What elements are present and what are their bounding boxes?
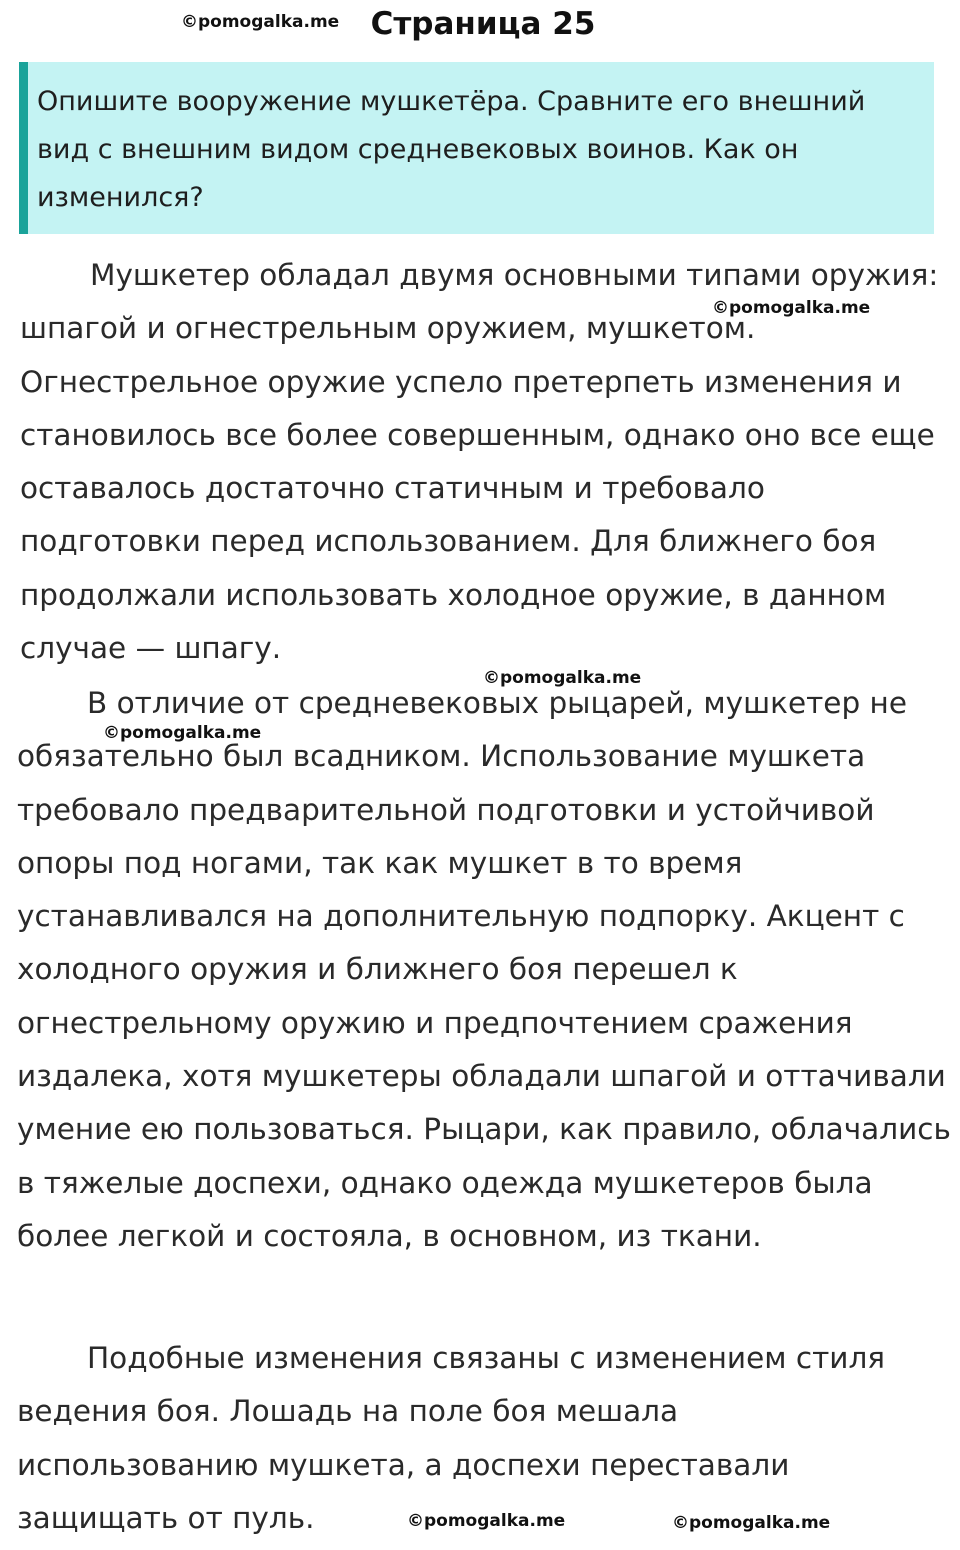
answer-paragraph-1: Мушкетер обладал двумя основными типами оружия: шпагой и огнестрельным оружием, мушкетом. Огнестрельное оружие успело претерпеть изменения и становилось все более совершенным, однако оно все еще оставалось достаточно статичным и требовало подготовки перед использованием. Для ближнего боя продолжали использовать холодное оружие, в данном случае — шпагу.	[20, 258, 939, 666]
question-text: Опишите вооружение мушкетёра. Сравните его внешний вид с внешним видом средневековых воинов. Как он изменился?	[37, 86, 866, 213]
answer-paragraph-2: В отличие от средневековых рыцарей, мушкетер не обязательно был всадником. Использование мушкета требовало предварительной подготовки и устойчивой опоры под ногами, так как мушкет в то время устанавливался на дополнительную подпорку. Акцент с холодного оружия и ближнего боя перешел к огнестрельному оружию и предпочтением сражения издалека, хотя мушкетеры обладали шпагой и оттачивали умение ею пользоваться. Рыцари, как правило, облачались в тяжелые доспехи, однако одежда мушкетеров была более легкой и состояла, в основном, из ткани.	[17, 686, 951, 1253]
watermark-bottom-center: ©pomogalka.me	[407, 1511, 566, 1531]
question-box	[19, 62, 934, 234]
watermark-para1-end: ©pomogalka.me	[483, 668, 642, 688]
page-title-text: Страница 25	[370, 6, 596, 42]
page-title	[0, 2, 960, 46]
watermark-top-left: ©pomogalka.me	[181, 12, 340, 32]
answer-paragraph-3: Подобные изменения связаны с изменением стиля ведения боя. Лошадь на поле боя мешала использованию мушкета, а доспехи переставали защищать от пуль.	[17, 1341, 886, 1535]
watermark-para2: ©pomogalka.me	[103, 723, 262, 743]
watermark-para1: ©pomogalka.me	[712, 298, 871, 318]
watermark-bottom-right: ©pomogalka.me	[672, 1513, 831, 1533]
